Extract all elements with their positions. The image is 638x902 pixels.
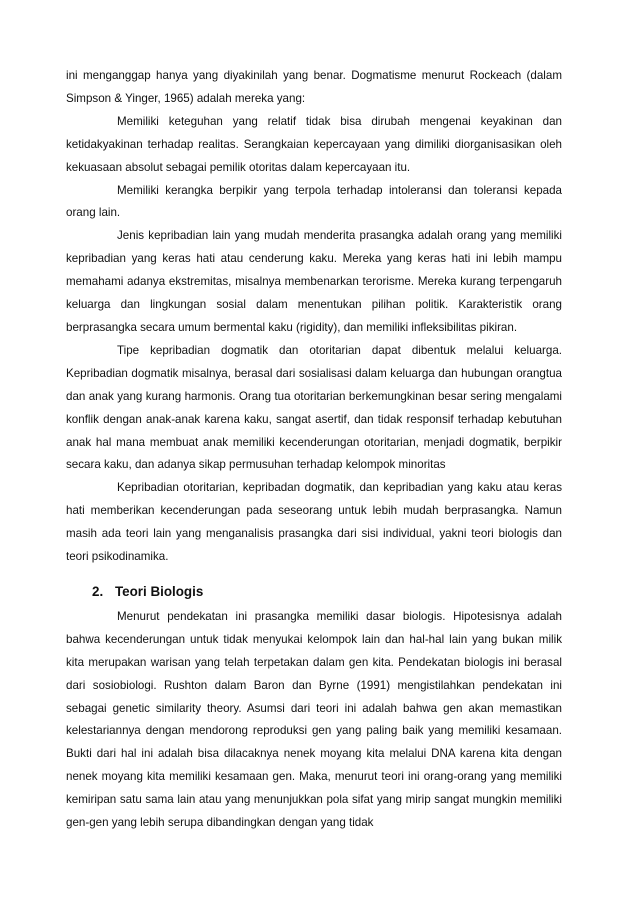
paragraph: ini menganggap hanya yang diyakinilah yang benar. Dogmatisme menurut Rockeach (dalam Simpson & Yinger, 1965) adalah mereka yang: (66, 69, 562, 105)
paragraph: Memiliki keteguhan yang relatif tidak bisa dirubah mengenai keyakinan dan ketidakyakinan terhadap realitas. Serangkaian kepercayaan yang dimiliki diorganisasikan oleh kekuasaan absolut sebagai pemilik otoritas dalam kepercayaan itu. (66, 114, 562, 174)
paragraph: Tipe kepribadian dogmatik dan otoritarian dapat dibentuk melalui keluarga. Kepribadian dogmatik misalnya, berasal dari sosialisasi dalam keluarga dan hubungan orangtua dan anak yang kurang harmonis. Orang tua otoritarian berkemungkinan besar sering mengalami konflik dengan anak-anak karena kaku, sangat asertif, dan tidak responsif terhadap kebutuhan anak hal mana membuat anak memiliki kecenderungan otoritarian, menjadi dogmatik, berpikir secara kaku, dan adanya sikap permusuhan terhadap kelompok minoritas (66, 343, 562, 472)
paragraph: Memiliki kerangka berpikir yang terpola terhadap intoleransi dan toleransi kepada orang lain. (66, 183, 562, 220)
section-heading (66, 581, 562, 603)
paragraph: Kepribadian otoritarian, kepribadan dogmatik, dan kepribadian yang kaku atau keras hati memberikan kecenderungan pada seseorang untuk lebih mudah berprasangka. Namun masih ada teori lain yang menganalisis prasangka dari sisi individual, yakni teori biologis dan teori psikodinamika. (66, 481, 562, 564)
section-number: 2. (92, 583, 104, 599)
section-title: Teori Biologis (115, 583, 204, 599)
document-page (66, 65, 562, 835)
paragraph: Jenis kepribadian lain yang mudah menderita prasangka adalah orang yang memiliki kepribadian yang keras hati atau cenderung kaku. Mereka yang keras hati ini lebih mampu memahami adanya ekstremitas, misalnya membenarkan terorisme. Mereka kurang terpengaruh keluarga dan lingkungan sosial dalam menentukan pilihan politik. Karakteristik orang berprasangka secara umum bermental kaku (rigidity), dan memiliki infleksibilitas pikiran. (66, 229, 562, 334)
paragraph: Menurut pendekatan ini prasangka memiliki dasar biologis. Hipotesisnya adalah bahwa kecenderungan untuk tidak menyukai kelompok lain dan hal-hal lain yang bukan milik kita merupakan warisan yang telah terpetakan dalam gen kita. Pendekatan biologis ini berasal dari sosiobiologi. Rushton dalam Baron dan Byrne (1991) mengistilahkan pendekatan ini sebagai genetic similarity theory. Asumsi dari teori ini adalah bahwa gen akan memastikan kelestariannya dengan mendorong reproduksi gen yang paling baik yang memiliki kesamaan. Bukti dari hal ini adalah bisa dilacaknya nenek moyang kita melalui DNA karena kita dengan nenek moyang kita memiliki kesamaan gen. Maka, menurut teori ini orang-orang yang memiliki kemiripan satu sama lain atau yang menunjukkan pola sifat yang mirip sangat mungkin memiliki gen-gen yang lebih serupa dibandingkan dengan yang tidak (66, 609, 562, 830)
